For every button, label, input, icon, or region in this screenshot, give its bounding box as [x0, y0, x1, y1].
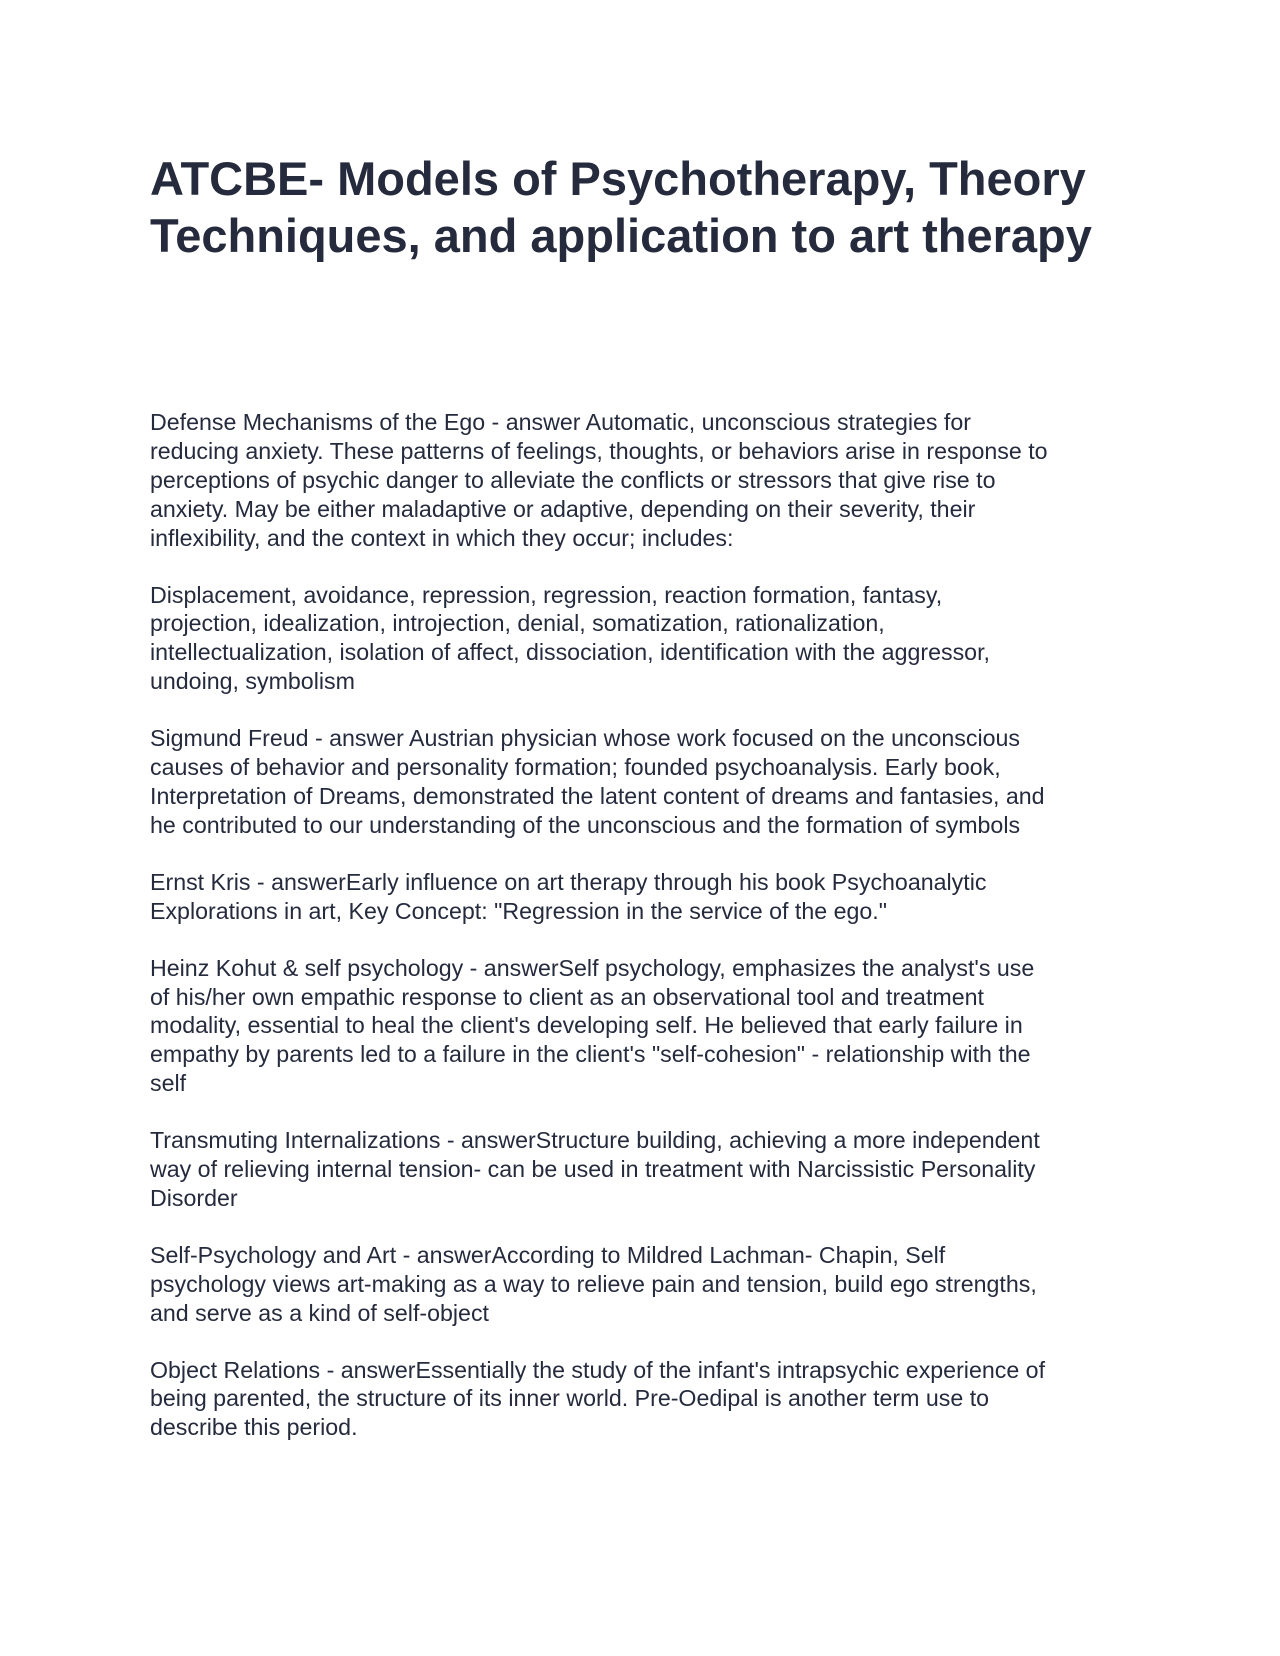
paragraph-defense-list: Displacement, avoidance, repression, regression, reaction formation, fantasy, projection, idealization, introjection, denial, somatization, rationalization, intellectualization, isolation of affect, dissociation, identification with the aggressor, undoing, symbolism: [150, 581, 990, 695]
paragraph-sigmund-freud: Sigmund Freud - answer Austrian physician whose work focused on the unconscious causes of behavior and personality formation; founded psychoanalysis. Early book, Interpretation of Dreams, demonstrated the latent content of dreams and fantasies, and he contributed to our understanding of the unconscious and the formation of symbols: [150, 725, 1045, 838]
paragraph-ernst-kris: Ernst Kris - answerEarly influence on art therapy through his book Psychoanalytic Explorations in art, Key Concept: "Regression in the service of the ego.": [150, 868, 987, 924]
paragraph-transmuting-internalizations: Transmuting Internalizations - answerStructure building, achieving a more independent way of relieving internal tension- can be used in treatment with Narcissistic Personality Disorder: [150, 1127, 1040, 1211]
paragraph-defense-mechanisms: Defense Mechanisms of the Ego - answer Automatic, unconscious strategies for reducing anxiety. These patterns of feelings, thoughts, or behaviors arise in response to perceptions of psychic danger to alleviate the conflicts or stressors that give rise to anxiety. May be either maladaptive or adaptive, depending on their severity, their inflexibility, and the context in which they occur; includes:: [150, 409, 1048, 551]
document-title: ATCBE- Models of Psychotherapy, Theory Techniques, and application to art therapy: [150, 152, 1092, 262]
document-body: [150, 408, 1130, 1470]
paragraph-self-psychology-art: Self-Psychology and Art - answerAccording to Mildred Lachman- Chapin, Self psychology views art-making as a way to relieve pain and tension, build ego strengths, and serve as a kind of self-object: [150, 1241, 1037, 1326]
paragraph-object-relations: Object Relations - answerEssentially the study of the infant's intrapsychic experience of being parented, the structure of its inner world. Pre-Oedipal is another term use to describe this period.: [150, 1356, 1046, 1441]
paragraph-heinz-kohut: Heinz Kohut & self psychology - answerSelf psychology, emphasizes the analyst's use of his/her own empathic response to client as an observational tool and treatment modality, essential to heal the client's developing self. He believed that early failure in empathy by parents led to a failure in the client's "self-cohesion" - relationship with the self: [150, 954, 1035, 1097]
